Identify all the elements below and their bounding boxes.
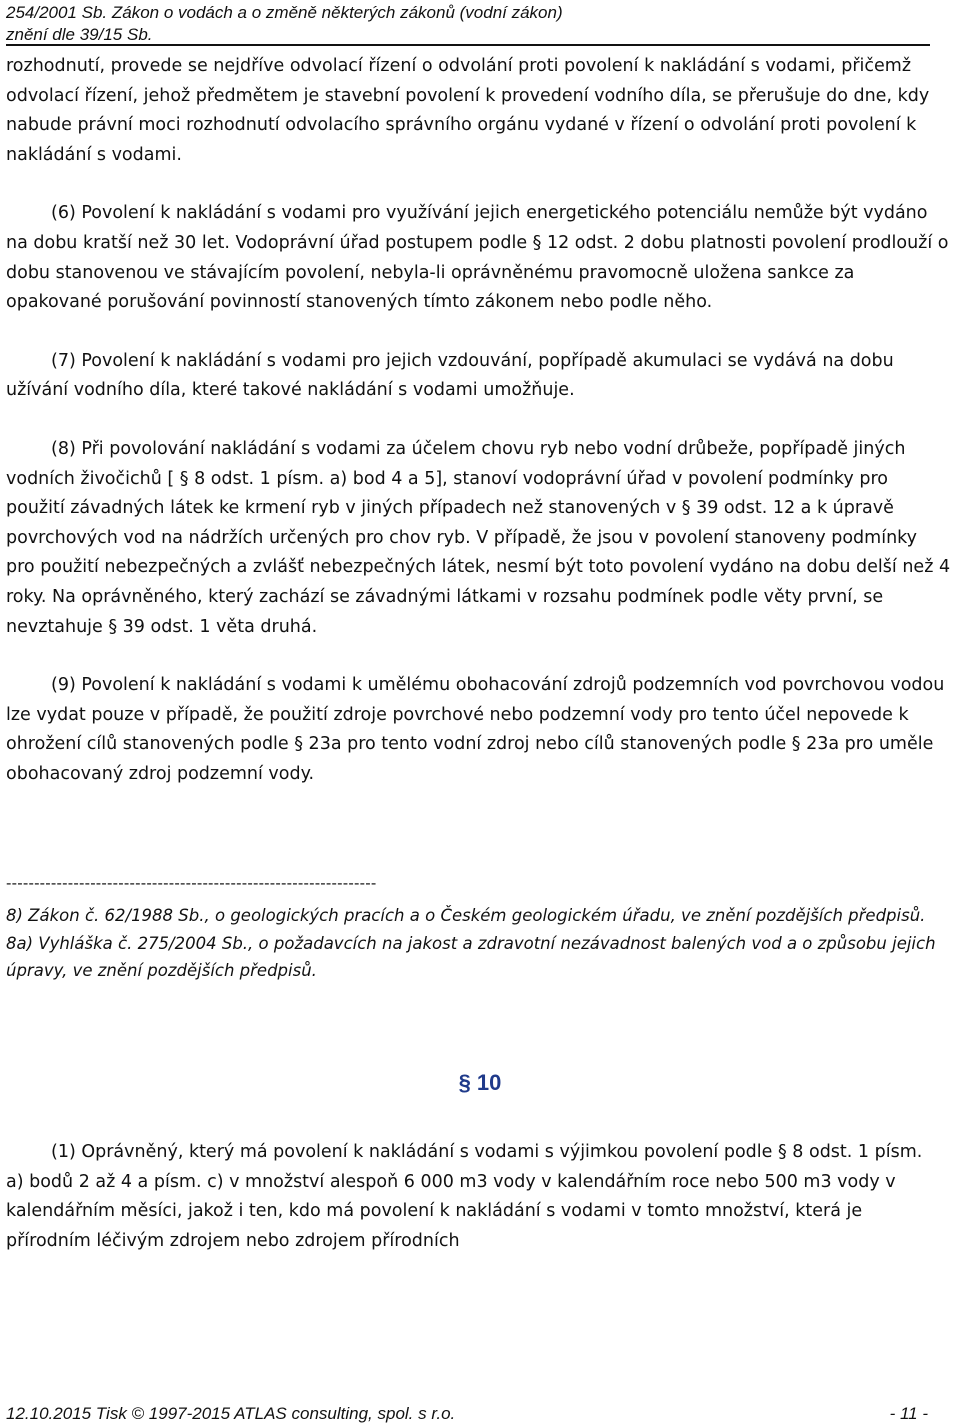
header-title: 254/2001 Sb. Zákon o vodách a o změně některých zákonů (vodní zákon) <box>6 3 563 22</box>
section-heading: § 10 <box>458 1070 502 1095</box>
section-paragraph-1: (1) Oprávněný, který má povolení k nakládání s vodami s výjimkou povolení podle § 8 odst. 1 písm. a) bodů 2 až 4 a písm. c) v množství alespoň 6 000 m3 vody v kalendářním roce nebo 500 m3 vody v kalendářním měsíci, jakož i ten, kdo má povolení k nakládání s vodami v tomto množství, která je přírodním léčivým zdrojem nebo zdrojem přírodních <box>6 1142 923 1251</box>
header-version: znění dle 39/15 Sb. <box>6 25 153 44</box>
footnotes <box>6 902 936 985</box>
header-divider <box>6 44 930 46</box>
section-body <box>6 1138 936 1256</box>
footnote-8: 8) Zákon č. 62/1988 Sb., o geologických pracích a o Českém geologickém úřadu, ve znění pozdějších předpisů. <box>6 906 926 925</box>
paragraph-continuation: rozhodnutí, provede se nejdříve odvolací řízení o odvolání proti povolení k nakládání s vodami, přičemž odvolací řízení, jehož předmětem je stavební povolení k provedení vodního díla, se přerušuje do dne, kdy nabude právní moci rozhodnutí odvolacího správního orgánu vydané v řízení o odvolání proti povolení k nakládání s vodami. <box>6 56 930 165</box>
page-number: - 11 - <box>889 1404 928 1423</box>
page-header <box>6 2 930 46</box>
paragraph-8: (8) Při povolování nakládání s vodami za účelem chovu ryb nebo vodní drůbeže, popřípadě jiných vodních živočichů [ § 8 odst. 1 písm. a) bod 4 a 5], stanoví vodoprávní úřad v povolení podmínky pro použití závadných látek ke krmení ryb v jiných případech než stanovených v § 39 odst. 12 a k úpravě povrchových vod na nádržích určených pro chov ryb. V případě, že jsou v povolení stanoveny podmínky pro použití nebezpečných a zvlášť nebezpečných látek, nesmí být toto povolení vydáno na dobu delší než 4 roky. Na oprávněného, který zachází se závadnými látkami v rozsahu podmínek podle věty první, se nevztahuje § 39 odst. 1 věta druhá. <box>6 438 951 637</box>
paragraph-7: (7) Povolení k nakládání s vodami pro jejich vzdouvání, popřípadě akumulaci se vydává na dobu užívání vodního díla, které takové nakládání s vodami umožňuje. <box>6 350 894 401</box>
document-body <box>6 52 951 789</box>
footnote-separator: ------------------------------------------------------------------ <box>6 874 377 892</box>
footnote-8a: 8a) Vyhláška č. 275/2004 Sb., o požadavcích na jakost a zdravotní nezávadnost balených vod a o způsobu jejich úpravy, ve znění pozdějších předpisů. <box>6 933 936 981</box>
paragraph-6: (6) Povolení k nakládání s vodami pro využívání jejich energetického potenciálu nemůže být vydáno na dobu kratší než 30 let. Vodoprávní úřad postupem podle § 12 odst. 2 dobu platnosti povolení prodlouží o dobu stanovenou ve stávajícím povolení, nebyla-li oprávněnému pravomocně uložena sankce za opakované porušování povinností stanovených tímto zákonem nebo podle něho. <box>6 203 949 313</box>
footer-print-info: 12.10.2015 Tisk © 1997-2015 ATLAS consulting, spol. s r.o. <box>6 1404 456 1423</box>
paragraph-9: (9) Povolení k nakládání s vodami k umělému obohacování zdrojů podzemních vod povrchovou vodou lze vydat pouze v případě, že použití zdroje povrchové nebo podzemní vody pro tento účel nepovede k ohrožení cílů stanovených podle § 23a pro tento vodní zdroj nebo cílů stanovených podle § 23a pro uměle obohacovaný zdroj podzemní vody. <box>6 675 945 784</box>
